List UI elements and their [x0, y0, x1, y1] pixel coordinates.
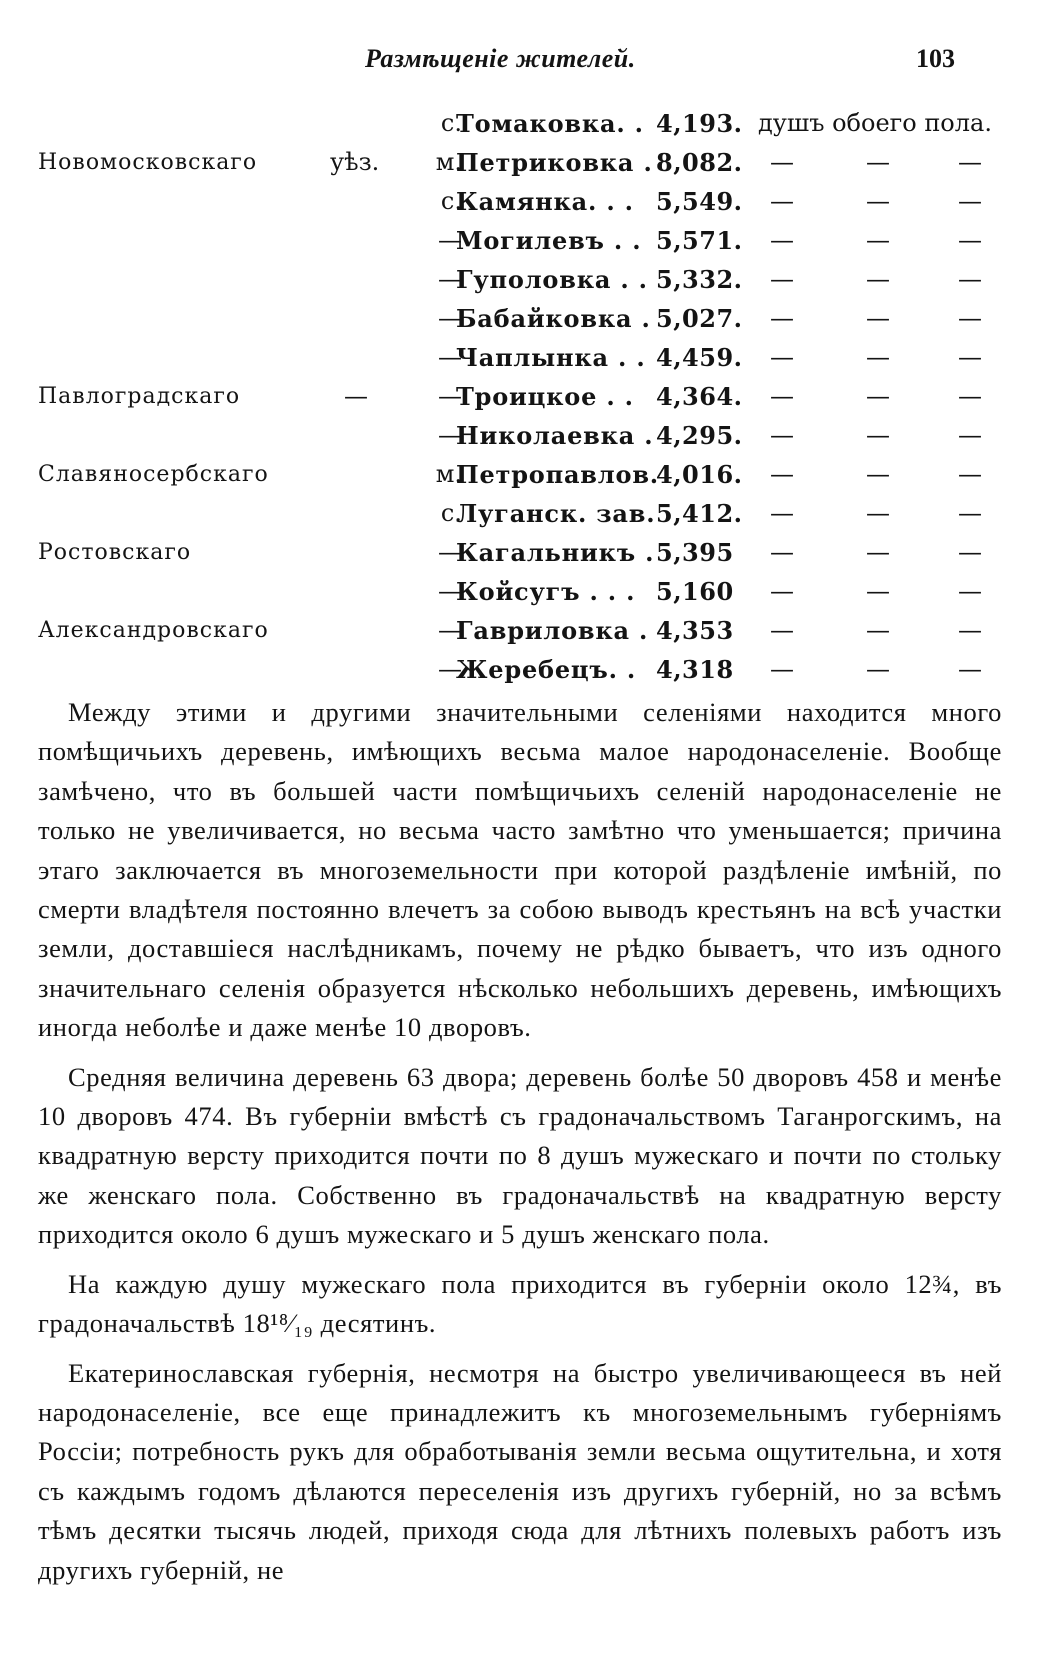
population-count: 5,395 — [656, 538, 734, 567]
settlement-type: с. — [440, 499, 462, 527]
population-count: 5,549. — [656, 187, 743, 216]
ditto-dash: — — [958, 304, 982, 332]
ditto-dash: — — [770, 265, 794, 293]
settlement-population-table — [0, 104, 1061, 689]
ditto-dash: — — [958, 226, 982, 254]
settlement-name: Камянка. . . — [456, 187, 634, 216]
ditto-dash: — — [770, 304, 794, 332]
ditto-dash: — — [958, 655, 982, 683]
ditto-dash: — — [770, 616, 794, 644]
settlement-type: — — [438, 616, 462, 644]
population-count: 5,160 — [656, 577, 734, 606]
ditto-dash: — — [958, 148, 982, 176]
ditto-dash: — — [770, 421, 794, 449]
ditto-dash: — — [770, 499, 794, 527]
ditto-dash: — — [958, 499, 982, 527]
ditto-dash: — — [866, 265, 890, 293]
table-row — [0, 455, 1061, 494]
population-count: 4,318 — [656, 655, 734, 684]
uezd-name: Славяносербскаго — [38, 462, 269, 487]
ditto-dash: — — [958, 343, 982, 371]
population-count: 4,295. — [656, 421, 743, 450]
uezd-name: Новомосковскаго — [38, 150, 258, 175]
ditto-dash: — — [958, 265, 982, 293]
population-count: 5,027. — [656, 304, 743, 333]
settlement-type: — — [438, 226, 462, 254]
ditto-dash: — — [770, 382, 794, 410]
uezd-name: Ростовскаго — [38, 540, 192, 565]
settlement-type: — — [438, 265, 462, 293]
table-row — [0, 143, 1061, 182]
settlement-name: Чаплынка . . — [456, 343, 646, 372]
settlement-name: Николаевка . — [456, 421, 654, 450]
settlement-name: Могилевъ . . — [456, 226, 642, 255]
body-text — [38, 693, 1002, 1600]
ditto-dash: — — [866, 616, 890, 644]
ditto-dash: — — [770, 187, 794, 215]
ditto-dash: — — [866, 382, 890, 410]
settlement-type: — — [438, 577, 462, 605]
ditto-dash: — — [770, 460, 794, 488]
settlement-type: с. — [440, 109, 462, 137]
table-row — [0, 104, 1061, 143]
population-count: 5,571. — [656, 226, 743, 255]
population-count: 4,193. — [656, 109, 743, 138]
settlement-type: — — [438, 382, 462, 410]
uezd-name: Александровскаго — [38, 618, 269, 643]
population-count: 4,364. — [656, 382, 743, 411]
settlement-type: — — [438, 304, 462, 332]
table-row — [0, 338, 1061, 377]
ditto-dash: — — [866, 421, 890, 449]
settlement-type: м. — [435, 148, 462, 176]
settlement-type: м. — [435, 460, 462, 488]
settlement-name: Гавриловка . — [456, 616, 649, 645]
table-row — [0, 377, 1061, 416]
settlement-name: Бабайковка . — [456, 304, 651, 333]
ditto-dash: — — [866, 460, 890, 488]
ditto-dash: — — [770, 148, 794, 176]
ditto-dash: — — [958, 577, 982, 605]
ditto-dash: — — [770, 655, 794, 683]
settlement-name: Койсугъ . . . — [456, 577, 636, 606]
ditto-dash: — — [866, 226, 890, 254]
settlement-type: — — [438, 421, 462, 449]
table-row — [0, 221, 1061, 260]
ditto-dash: — — [866, 187, 890, 215]
ditto-dash: — — [770, 577, 794, 605]
page-number: 103 — [916, 44, 955, 73]
table-row — [0, 260, 1061, 299]
unit-label: душъ обоего пола. — [758, 109, 992, 137]
population-count: 4,459. — [656, 343, 743, 372]
settlement-name: Гуполовка . . — [456, 265, 648, 294]
ditto-dash: — — [770, 538, 794, 566]
running-title: Размѣщеніе жителей. — [365, 44, 636, 73]
population-count: 5,332. — [656, 265, 743, 294]
table-row — [0, 299, 1061, 338]
ditto-dash: — — [866, 538, 890, 566]
paragraph: Между этими и другими значительными селеніями находится много помѣщичьихъ деревень, имѣющихъ весьма малое народонаселеніе. Вообще замѣчено, что въ большей части помѣщичьихъ селеній народонаселеніе не только не увеличивается, но весьма часто замѣтно что уменьшается; причина этаго заключается въ многоземельности при которой раздѣленіе имѣній, по смерти владѣтеля постоянно влечетъ за собою выводъ крестьянъ на всѣ участки земли, доставшіеся наслѣдникамъ, почему не рѣдко бываетъ, что изъ одного значительнаго селенія образуется нѣсколько небольшихъ деревень, имѣющихъ иногда неболѣе и даже менѣе 10 дворовъ. — [38, 697, 1002, 1043]
table-row — [0, 182, 1061, 221]
table-row — [0, 416, 1061, 455]
ditto-dash: — — [866, 655, 890, 683]
table-row — [0, 650, 1061, 689]
settlement-name: Троицкое . . — [456, 382, 634, 411]
ditto-dash: — — [958, 421, 982, 449]
settlement-name: Луганск. зав. — [456, 499, 656, 528]
ditto-dash: — — [866, 343, 890, 371]
ditto-dash: — — [866, 148, 890, 176]
table-row — [0, 494, 1061, 533]
settlement-type: — — [438, 655, 462, 683]
population-count: 5,412. — [656, 499, 743, 528]
paragraph: Средняя величина деревень 63 двора; деревень болѣе 50 дворовъ 458 и менѣе 10 дворовъ 474. Въ губерніи вмѣстѣ съ градоначальствомъ Таганрогскимъ, на квадратную версту приходится почти по 8 душъ мужескаго и почти по стольку же женскаго пола. Собственно въ градоначальствѣ на квадратную версту приходится около 6 душъ мужескаго и 5 душъ женскаго пола. — [38, 1061, 1002, 1250]
ditto-dash: — — [958, 187, 982, 215]
settlement-name: Кагальникъ . — [456, 538, 655, 567]
ditto-dash: — — [770, 226, 794, 254]
table-row — [0, 533, 1061, 572]
settlement-type: — — [438, 538, 462, 566]
paragraph: Екатеринославская губернія, несмотря на быстро увеличивающееся въ ней народонаселеніе, все еще принадлежитъ къ многоземельнымъ губерніямъ Россіи; потребность рукъ для обработыванія земли весьма ощутительна, и хотя съ каждымъ годомъ дѣлаются переселенія изъ другихъ губерній, но за всѣмъ тѣмъ десятки тысячь людей, приходя сюда для лѣтнихъ полевыхъ работъ изъ другихъ губерній, не — [38, 1357, 1002, 1585]
settlement-type: с. — [440, 187, 462, 215]
ditto-dash: — — [770, 343, 794, 371]
ditto-dash: — — [958, 616, 982, 644]
settlement-name: Петропавлов. — [456, 460, 659, 489]
ditto-dash: — — [866, 577, 890, 605]
ditto-dash: — — [866, 499, 890, 527]
uezd-label: — — [344, 382, 368, 410]
settlement-name: Петриковка . — [456, 148, 653, 177]
uezd-name: Павлоградскаго — [38, 384, 241, 409]
population-count: 4,353 — [656, 616, 734, 645]
population-count: 4,016. — [656, 460, 743, 489]
ditto-dash: — — [866, 304, 890, 332]
page-header — [0, 44, 1061, 80]
ditto-dash: — — [958, 538, 982, 566]
settlement-name: Томаковка. . — [456, 109, 644, 138]
settlement-name: Жеребецъ. . — [456, 655, 637, 684]
uezd-label: уѣз. — [330, 148, 380, 176]
table-row — [0, 611, 1061, 650]
ditto-dash: — — [958, 460, 982, 488]
settlement-type: — — [438, 343, 462, 371]
table-row — [0, 572, 1061, 611]
population-count: 8,082. — [656, 148, 743, 177]
paragraph: На каждую душу мужескаго пола приходится въ губерніи около 12¾, въ градоначальствѣ 18¹⁸⁄₁₉ десятинъ. — [38, 1268, 1002, 1339]
ditto-dash: — — [958, 382, 982, 410]
